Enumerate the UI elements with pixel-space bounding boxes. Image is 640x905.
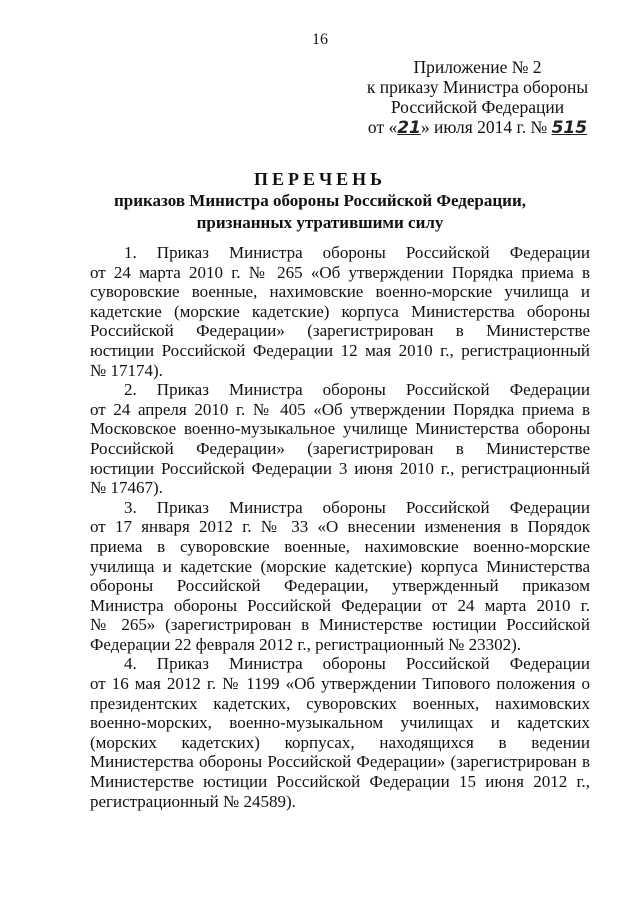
item-line: кадетские (морские кадетские) корпуса Министерства обороны — [90, 301, 590, 321]
item-line: Московское военно-музыкальное училище Министерства обороны — [90, 419, 590, 439]
title-sub-1: приказов Министра обороны Российской Федерации, — [113, 191, 527, 210]
item-line: Министерстве юстиции Российской Федерации 15 июня 2012 г., — [90, 772, 590, 792]
appendix-line-2: к приказу Министра обороны — [366, 77, 589, 97]
item-line: 3. Приказ Министра обороны Российской Федерации — [124, 497, 590, 517]
item-line: суворовские военные, нахимовские военно-морские училища и — [90, 282, 590, 302]
item-line: регистрационный № 24589). — [90, 791, 296, 811]
date-middle: » июля 2014 г. № — [420, 117, 548, 137]
item-line: военно-морских, военно-музыкальном училищах и кадетских — [90, 713, 590, 733]
appendix-header — [355, 57, 600, 138]
item-line: юстиции Российской Федерации 3 июня 2010 г., регистрационный — [90, 458, 590, 478]
item-line: от 24 апреля 2010 г. № 405 «Об утверждении Порядка приема в — [90, 399, 590, 419]
title-sub-2: признанных утратившими силу — [196, 213, 444, 232]
item-line: Российской Федерации» (зарегистрирован в Министерстве — [90, 438, 590, 458]
date-day-handwritten: 21 — [397, 118, 421, 138]
list-item — [90, 243, 590, 380]
item-line: от 16 мая 2012 г. № 1199 «Об утверждении Типового положения о — [90, 674, 590, 694]
item-line: № 17174). — [90, 360, 163, 380]
item-line: 1. Приказ Министра обороны Российской Федерации — [124, 243, 590, 262]
item-line: № 17467). — [90, 478, 163, 498]
item-line: (морских кадетских) корпусах, находящихся в ведении — [90, 732, 590, 752]
item-line: Федерации 22 февраля 2012 г., регистрационный № 23302). — [90, 634, 522, 654]
item-line: обороны Российской Федерации, утвержденный приказом — [90, 576, 590, 596]
item-line: юстиции Российской Федерации 12 мая 2010 г., регистрационный — [90, 340, 590, 360]
date-prefix: от « — [367, 117, 398, 137]
title-main: ПЕРЕЧЕНЬ — [253, 169, 387, 189]
item-line: приема в суворовские военные, нахимовские военно-морские — [90, 536, 590, 556]
item-line: от 24 марта 2010 г. № 265 «Об утверждении Порядка приема в — [90, 262, 590, 282]
item-line: президентских кадетских, суворовских военных, нахимовских — [90, 693, 590, 713]
item-line: Министра обороны Российской Федерации от 24 марта 2010 г. — [90, 595, 590, 615]
order-number-handwritten: 515 — [551, 118, 588, 138]
appendix-line-3: Российской Федерации — [390, 97, 565, 117]
page-number: 16 — [312, 31, 328, 48]
item-line: 2. Приказ Министра обороны Российской Федерации — [124, 380, 590, 400]
list-item — [90, 498, 590, 655]
item-line: Российской Федерации» (зарегистрирован в Министерстве — [90, 321, 590, 341]
item-line: училища и кадетские (морские кадетские) корпуса Министерства — [90, 556, 590, 576]
document-title — [0, 168, 640, 234]
list-item — [90, 380, 590, 498]
appendix-date-line — [355, 117, 600, 138]
item-line: № 265» (зарегистрирован в Министерстве юстиции Российской — [90, 615, 590, 635]
item-line: от 17 января 2012 г. № 33 «О внесении изменения в Порядок — [90, 517, 590, 537]
orders-list — [90, 243, 590, 811]
list-item — [90, 654, 590, 811]
appendix-line-1: Приложение № 2 — [413, 57, 542, 77]
item-line: Министерства обороны Российской Федерации» (зарегистрирован в — [90, 752, 590, 772]
item-line: 4. Приказ Министра обороны Российской Федерации — [124, 654, 590, 674]
